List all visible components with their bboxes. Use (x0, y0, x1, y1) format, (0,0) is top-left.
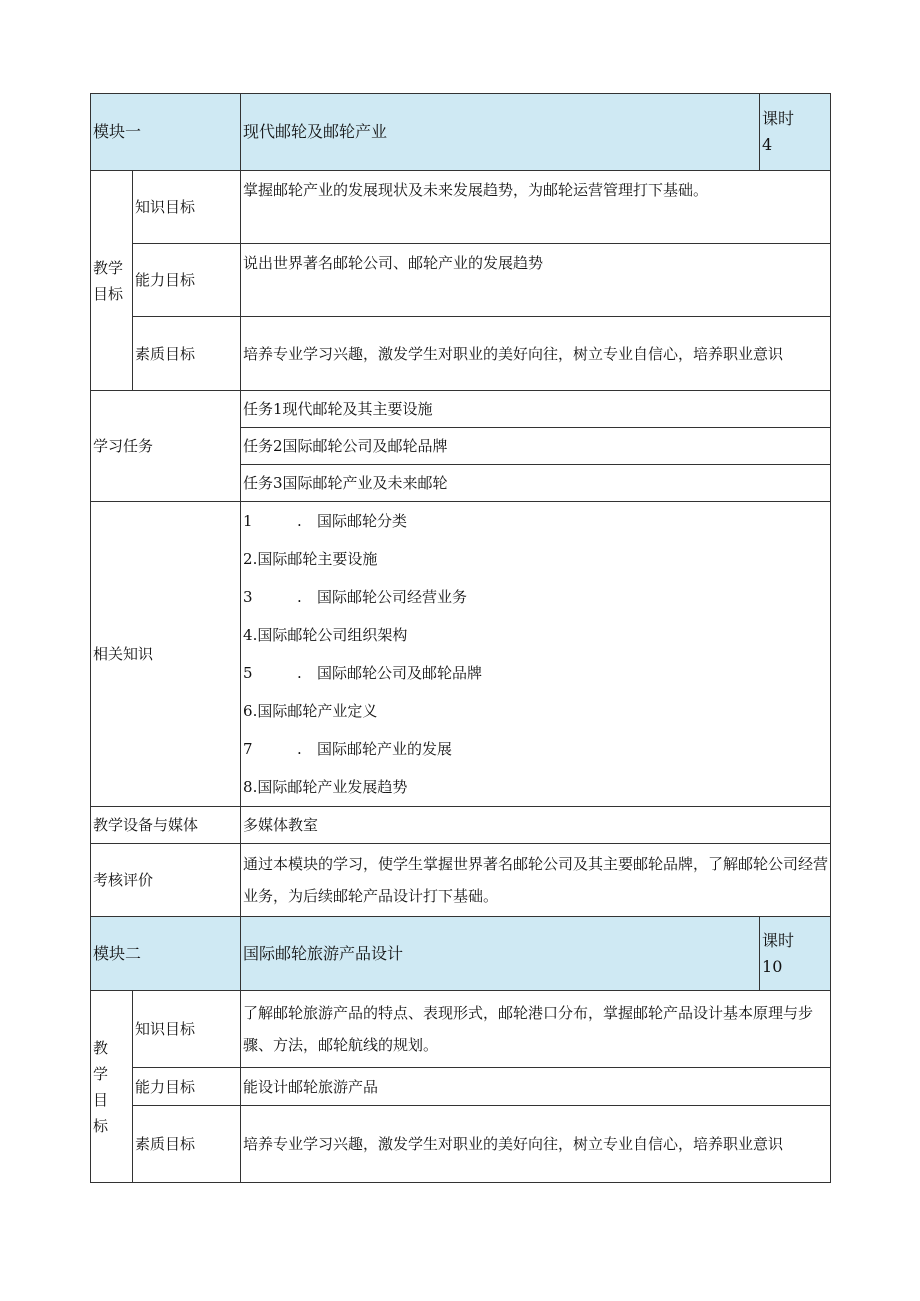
module-name: 模块二 (91, 917, 241, 991)
goal-text: 培养专业学习兴趣，激发学生对职业的美好向往，树立专业自信心，培养职业意识 (241, 317, 831, 391)
knowledge-item-text: 国际邮轮公司组织架构 (257, 626, 408, 644)
knowledge-item: 1 . 国际邮轮分类 (243, 502, 828, 540)
syllabus-table (90, 93, 831, 1183)
knowledge-item: 2.国际邮轮主要设施 (243, 550, 378, 568)
hours-label: 课时 (762, 930, 795, 950)
goal-text: 培养专业学习兴趣，激发学生对职业的美好向往，树立专业自信心，培养职业意识 (241, 1106, 831, 1183)
goal-text: 了解邮轮旅游产品的特点、表现形式，邮轮港口分布，掌握邮轮产品设计基本原理与步骤、方法，邮轮航线的规划。 (241, 991, 831, 1068)
knowledge-item-text: 国际邮轮产业发展趋势 (257, 778, 408, 796)
knowledge-item-number: 3 (243, 588, 253, 606)
assessment-row (91, 844, 831, 917)
goal-text: 掌握邮轮产业的发展现状及未来发展趋势，为邮轮运营管理打下基础。 (241, 171, 831, 244)
knowledge-item-text: 国际邮轮产业的发展 (317, 740, 453, 758)
hours-cell (760, 94, 831, 171)
knowledge-item-number: 1 (243, 512, 253, 530)
knowledge-item-text: 国际邮轮公司及邮轮品牌 (317, 664, 483, 682)
goals-label: 教 学 目 标 (91, 991, 133, 1183)
hours-cell (760, 917, 831, 991)
knowledge-item-number: 2 (243, 550, 253, 568)
task-item: 任务3国际邮轮产业及未来邮轮 (241, 465, 831, 502)
knowledge-item-number: 6 (243, 702, 253, 720)
goal-label: 知识目标 (133, 171, 241, 244)
goal-text: 说出世界著名邮轮公司、邮轮产业的发展趋势 (241, 244, 831, 317)
goal-label: 能力目标 (133, 244, 241, 317)
knowledge-item-number: 4 (243, 626, 253, 644)
goal-label: 知识目标 (133, 991, 241, 1068)
task-item: 任务2国际邮轮公司及邮轮品牌 (241, 428, 831, 465)
goal-row (91, 1106, 831, 1183)
task-item: 任务1现代邮轮及其主要设施 (241, 391, 831, 428)
goal-label: 素质目标 (133, 1106, 241, 1183)
hours-label: 课时 (762, 109, 795, 128)
knowledge-item: 3 . 国际邮轮公司经营业务 (243, 578, 828, 616)
goal-row (91, 171, 831, 244)
task-row (91, 391, 831, 428)
module-title: 现代邮轮及邮轮产业 (241, 94, 760, 171)
hours-value: 10 (762, 956, 783, 976)
goal-text: 能设计邮轮旅游产品 (241, 1068, 831, 1106)
knowledge-item-number: 5 (243, 664, 253, 682)
knowledge-item: 7 . 国际邮轮产业的发展 (243, 730, 828, 768)
knowledge-item: 6.国际邮轮产业定义 (243, 702, 378, 720)
goal-label: 素质目标 (133, 317, 241, 391)
tasks-label: 学习任务 (91, 391, 241, 502)
assessment-text: 通过本模块的学习，使学生掌握世界著名邮轮公司及其主要邮轮品牌，了解邮轮公司经营业务，为后续邮轮产品设计打下基础。 (241, 844, 831, 917)
goal-row (91, 244, 831, 317)
knowledge-item-text: 国际邮轮主要设施 (257, 550, 378, 568)
knowledge-list (243, 502, 828, 806)
knowledge-item-text: 国际邮轮公司经营业务 (317, 588, 468, 606)
equipment-row (91, 807, 831, 844)
assessment-label: 考核评价 (91, 844, 241, 917)
knowledge-label: 相关知识 (91, 502, 241, 807)
knowledge-item: 8.国际邮轮产业发展趋势 (243, 778, 408, 796)
goal-label: 能力目标 (133, 1068, 241, 1106)
knowledge-item-number: 8 (243, 778, 253, 796)
goal-row (91, 317, 831, 391)
goal-row (91, 991, 831, 1068)
goals-label: 教学目标 (91, 171, 133, 391)
knowledge-item-number: 7 (243, 740, 253, 758)
module-header-row (91, 94, 831, 171)
equipment-value: 多媒体教室 (241, 807, 831, 844)
knowledge-item: 4.国际邮轮公司组织架构 (243, 626, 408, 644)
knowledge-item-text: 国际邮轮产业定义 (257, 702, 378, 720)
hours-value: 4 (762, 135, 773, 154)
knowledge-cell (241, 502, 831, 807)
module-title: 国际邮轮旅游产品设计 (241, 917, 760, 991)
goal-row (91, 1068, 831, 1106)
knowledge-item-text: 国际邮轮分类 (317, 512, 408, 530)
module-name: 模块一 (91, 94, 241, 171)
equipment-label: 教学设备与媒体 (91, 807, 241, 844)
knowledge-item: 5 . 国际邮轮公司及邮轮品牌 (243, 654, 828, 692)
knowledge-row (91, 502, 831, 807)
module-header-row (91, 917, 831, 991)
